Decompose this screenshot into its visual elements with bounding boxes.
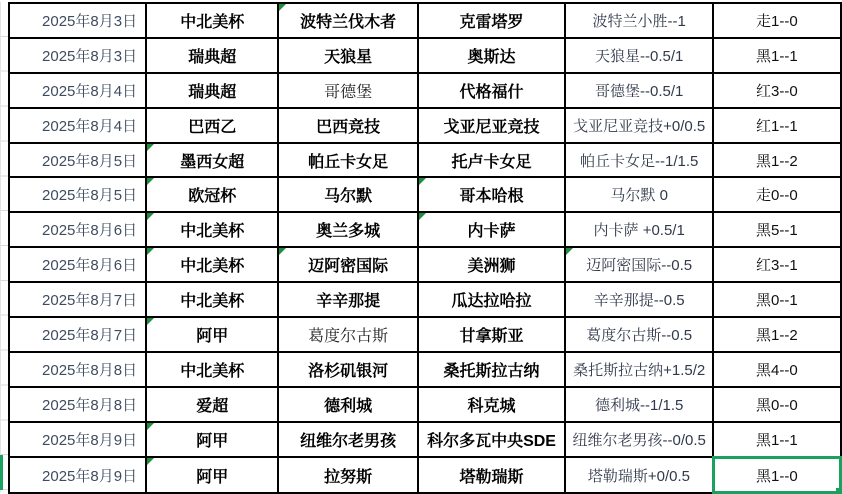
cell-home-team[interactable]	[278, 247, 417, 282]
cell-result[interactable]: 黑0--0	[713, 387, 840, 422]
cell-result[interactable]: 红3--1	[713, 247, 840, 282]
table-row	[9, 317, 841, 352]
table-row	[9, 73, 841, 108]
cell-result[interactable]: 黑1--1	[713, 38, 840, 73]
table-row	[9, 352, 841, 387]
cell-result[interactable]: 黑1--2	[713, 317, 840, 352]
cell-date[interactable]: 2025年8月3日	[9, 3, 146, 38]
cell-text: 迈阿密国际--0.5	[586, 257, 693, 275]
cell-league[interactable]	[146, 143, 278, 178]
cell-result[interactable]: 黑0--1	[713, 282, 840, 317]
cell-handicap[interactable]: 辛辛那提--0.5	[565, 282, 713, 317]
error-indicator-triangle	[147, 458, 154, 465]
cell-date[interactable]: 2025年8月6日	[9, 247, 146, 282]
cell-result[interactable]: 走1--0	[713, 3, 840, 38]
table-row	[9, 3, 841, 38]
cell-home-team[interactable]: 洛杉矶银河	[278, 352, 417, 387]
error-indicator-triangle	[279, 4, 286, 11]
cell-text: 欧冠杯	[188, 188, 237, 206]
cell-date[interactable]: 2025年8月4日	[9, 108, 146, 143]
cell-handicap[interactable]	[565, 247, 713, 282]
selected-row-header-highlight	[0, 455, 3, 490]
cell-away-team[interactable]: 代格福什	[418, 73, 565, 108]
cell-date[interactable]: 2025年8月7日	[9, 282, 146, 317]
error-indicator-triangle	[147, 178, 154, 185]
cell-home-team[interactable]: 哥德堡	[278, 73, 417, 108]
cell-away-team[interactable]: 塔勒瑞斯	[418, 457, 565, 493]
cell-result[interactable]: 红3--0	[713, 73, 840, 108]
cell-text: 波特兰伐木者	[300, 13, 397, 31]
cell-league[interactable]	[146, 247, 278, 282]
error-indicator-triangle	[566, 248, 573, 255]
cell-text: 阿甲	[196, 327, 229, 345]
table-row	[9, 422, 841, 457]
cell-league[interactable]: 瑞典超	[146, 38, 278, 73]
cell-result[interactable]: 走0--0	[713, 177, 840, 212]
cell-away-team[interactable]: 克雷塔罗	[418, 3, 565, 38]
cell-away-team[interactable]: 瓜达拉哈拉	[418, 282, 565, 317]
error-indicator-triangle	[147, 213, 154, 220]
cell-text: 墨西女超	[180, 153, 245, 171]
cell-away-team[interactable]: 奥斯达	[418, 38, 565, 73]
cell-date[interactable]: 2025年8月9日	[9, 457, 146, 493]
cell-away-team[interactable]: 托卢卡女足	[418, 143, 565, 178]
cell-handicap[interactable]: 天狼星--0.5/1	[565, 38, 713, 73]
cell-result-selected[interactable]	[713, 457, 840, 493]
table-row	[9, 387, 841, 422]
cell-text: 内卡萨	[467, 223, 516, 241]
error-indicator-triangle	[147, 318, 154, 325]
cell-date[interactable]: 2025年8月6日	[9, 212, 146, 247]
cell-home-team[interactable]: 辛辛那提	[278, 282, 417, 317]
table-row	[9, 38, 841, 73]
cell-league[interactable]	[146, 457, 278, 493]
cell-league[interactable]: 巴西乙	[146, 108, 278, 143]
cell-league[interactable]: 中北美杯	[146, 3, 278, 38]
cell-date[interactable]: 2025年8月8日	[9, 352, 146, 387]
cell-text: 哥本哈根	[459, 188, 524, 206]
cell-home-team[interactable]: 纽维尔老男孩	[278, 422, 417, 457]
cell-result[interactable]: 黑4--0	[713, 352, 840, 387]
cell-date[interactable]: 2025年8月3日	[9, 38, 146, 73]
cell-away-team[interactable]	[418, 212, 565, 247]
cell-away-team[interactable]: 科尔多瓦中央SDE	[418, 422, 565, 457]
cell-league[interactable]	[146, 317, 278, 352]
cell-league[interactable]: 中北美杯	[146, 282, 278, 317]
cell-league[interactable]: 瑞典超	[146, 73, 278, 108]
cell-home-team[interactable]: 奥兰多城	[278, 212, 417, 247]
cell-date[interactable]: 2025年8月7日	[9, 317, 146, 352]
cell-league[interactable]: 中北美杯	[146, 352, 278, 387]
fill-handle[interactable]	[835, 487, 841, 493]
table-row	[9, 212, 841, 247]
cell-league[interactable]: 爱超	[146, 387, 278, 422]
error-indicator-triangle	[147, 248, 154, 255]
table-row	[9, 247, 841, 282]
table-row	[9, 108, 841, 143]
cell-handicap[interactable]: 德利城--1/1.5	[565, 387, 713, 422]
cell-handicap[interactable]: 哥德堡--0.5/1	[565, 73, 713, 108]
cell-handicap[interactable]: 塔勒瑞斯+0/0.5	[565, 457, 713, 493]
cell-handicap[interactable]: 帕丘卡女足--1/1.5	[565, 143, 713, 178]
cell-text: 阿甲	[196, 468, 229, 486]
cell-text: 中北美杯	[180, 258, 245, 276]
table-row	[9, 282, 841, 317]
cell-away-team[interactable]: 甘拿斯亚	[418, 317, 565, 352]
cell-home-team[interactable]: 葛度尔古斯	[278, 317, 417, 352]
cell-home-team[interactable]	[278, 3, 417, 38]
cell-text: 阿甲	[196, 432, 229, 450]
cell-handicap[interactable]: 内卡萨 +0.5/1	[565, 212, 713, 247]
cell-handicap[interactable]: 波特兰小胜--1	[565, 3, 713, 38]
table-row	[9, 177, 841, 212]
cell-text: 黑1--0	[756, 467, 798, 485]
cell-date[interactable]: 2025年8月5日	[9, 143, 146, 178]
cell-result[interactable]: 红1--1	[713, 108, 840, 143]
cell-league[interactable]	[146, 422, 278, 457]
cell-handicap[interactable]: 马尔默 0	[565, 177, 713, 212]
cell-away-team[interactable]: 戈亚尼亚竞技	[418, 108, 565, 143]
cell-handicap[interactable]: 桑托斯拉古纳+1.5/2	[565, 352, 713, 387]
cell-home-team[interactable]: 帕丘卡女足	[278, 143, 417, 178]
cell-home-team[interactable]: 天狼星	[278, 38, 417, 73]
cell-home-team[interactable]: 德利城	[278, 387, 417, 422]
cell-result[interactable]: 黑5--1	[713, 212, 840, 247]
cell-date[interactable]: 2025年8月8日	[9, 387, 146, 422]
cell-away-team[interactable]: 美洲狮	[418, 247, 565, 282]
cell-home-team[interactable]: 巴西竞技	[278, 108, 417, 143]
cell-result[interactable]: 黑1--1	[713, 422, 840, 457]
cell-away-team[interactable]	[418, 177, 565, 212]
table-row	[9, 457, 841, 493]
error-indicator-triangle	[419, 178, 426, 185]
cell-league[interactable]	[146, 212, 278, 247]
cell-text: 迈阿密国际	[308, 258, 389, 276]
cell-handicap[interactable]: 戈亚尼亚竞技+0/0.5	[565, 108, 713, 143]
cell-handicap[interactable]: 纽维尔老男孩--0/0.5	[565, 422, 713, 457]
cell-league[interactable]	[146, 177, 278, 212]
cell-date[interactable]: 2025年8月4日	[9, 73, 146, 108]
error-indicator-triangle	[147, 423, 154, 430]
cell-away-team[interactable]: 桑托斯拉古纳	[418, 352, 565, 387]
cell-date[interactable]: 2025年8月9日	[9, 422, 146, 457]
cell-text: 中北美杯	[180, 223, 245, 241]
match-results-table	[8, 2, 842, 494]
cell-handicap[interactable]: 葛度尔古斯--0.5	[565, 317, 713, 352]
cell-away-team[interactable]: 科克城	[418, 387, 565, 422]
cell-date[interactable]: 2025年8月5日	[9, 177, 146, 212]
table-row	[9, 143, 841, 178]
error-indicator-triangle	[147, 144, 154, 151]
cell-result[interactable]: 黑1--2	[713, 143, 840, 178]
error-indicator-triangle	[419, 213, 426, 220]
cell-home-team[interactable]: 马尔默	[278, 177, 417, 212]
error-indicator-triangle	[279, 248, 286, 255]
cell-home-team[interactable]: 拉努斯	[278, 457, 417, 493]
